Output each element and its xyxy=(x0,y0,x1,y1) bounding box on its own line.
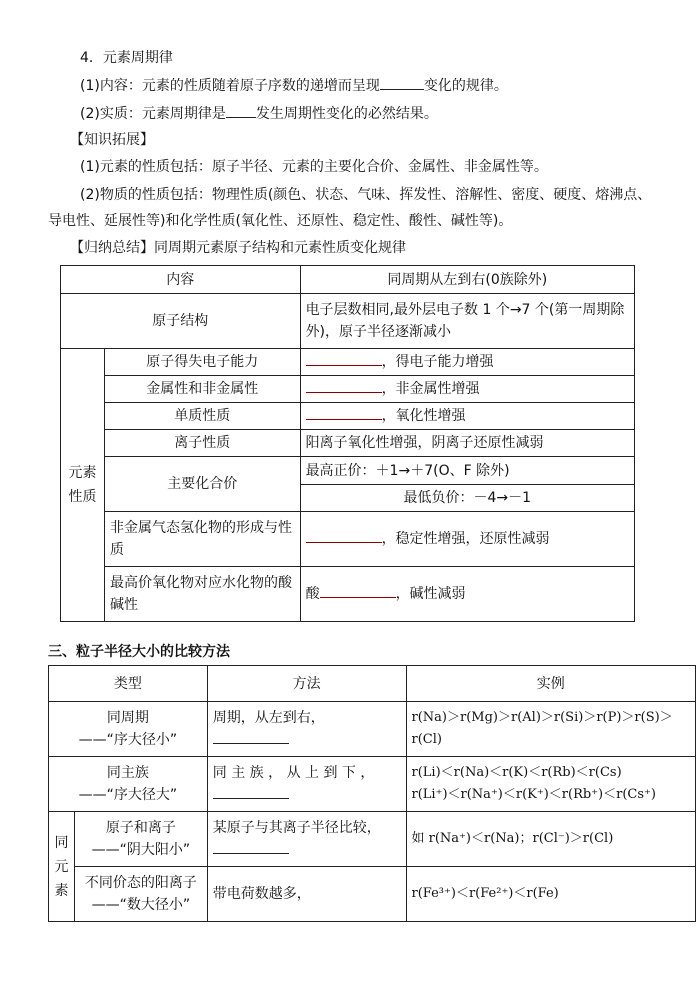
row-label: 离子性质 xyxy=(104,430,300,457)
row-value-text: ，得电子能力增强 xyxy=(381,354,494,370)
oxide-value-pre: 酸 xyxy=(305,586,320,602)
row-label: 金属性和非金属性 xyxy=(104,376,300,403)
element-property-label-1: 元素 xyxy=(68,465,97,481)
answer-blank xyxy=(320,583,396,598)
same-element-label-2: 元 xyxy=(54,858,69,875)
atom-ion-type-1: 原子和离子 xyxy=(105,820,176,836)
periodic-trend-table xyxy=(60,265,635,622)
atomic-structure-line-1: 电子层数相同,最外层电子数 1 个→7 个(第一周期除 xyxy=(305,302,625,318)
summary-title: 【归纳总结】同周期元素原子结构和元素性质变化规律 xyxy=(70,240,406,256)
element-property-label xyxy=(61,349,105,622)
content-post: 变化的规律。 xyxy=(423,78,508,94)
row-value xyxy=(300,349,634,376)
row-value-text: ，非金属性增强 xyxy=(381,381,480,397)
header-method: 方法 xyxy=(207,666,406,702)
row-value-text: 阳离子氧化性增强，阴离子还原性减弱 xyxy=(300,430,634,457)
valence-label: 主要化合价 xyxy=(104,457,300,512)
answer-blank xyxy=(213,839,289,854)
answer-blank xyxy=(306,351,382,366)
section3-title: 三、粒子半径大小的比较方法 xyxy=(48,644,230,660)
same-group-example-1: r(Li)＜r(Na)＜r(K)＜r(Rb)＜r(Cs) xyxy=(411,765,622,780)
same-element-label-3: 素 xyxy=(54,882,69,899)
same-period-example: r(Na)＞r(Mg)＞r(Al)＞r(Si)＞r(P)＞r(S)＞r(Cl) xyxy=(406,702,695,757)
same-group-type xyxy=(49,757,208,812)
answer-blank xyxy=(306,528,382,543)
same-period-method xyxy=(207,702,406,757)
atom-ion-type xyxy=(74,812,207,867)
row-value xyxy=(300,376,634,403)
row-label: 原子得失电子能力 xyxy=(104,349,300,376)
essence-post: 发生周期性变化的必然结果。 xyxy=(255,106,438,122)
valence-low: 最低负价：－4→－1 xyxy=(300,485,634,512)
row-value-text: ，氧化性增强 xyxy=(381,408,466,424)
same-period-method-text: 周期，从左到右， xyxy=(212,710,325,726)
blank-2 xyxy=(226,103,256,118)
same-period-type-1: 同周期 xyxy=(106,710,149,726)
same-period-type xyxy=(49,702,208,757)
blank-1 xyxy=(380,75,424,90)
header-type: 类型 xyxy=(49,666,208,702)
atom-ion-example: 如 r(Na⁺)＜r(Na)；r(Cl⁻)＞r(Cl) xyxy=(406,812,695,867)
atom-ion-method xyxy=(207,812,406,867)
knowledge-header: 【知识拓展】 xyxy=(70,132,154,148)
header-content: 内容 xyxy=(61,266,301,294)
hydride-value xyxy=(300,512,634,567)
cation-type-2: ——“数大径小” xyxy=(91,897,191,913)
hydride-value-text: ，稳定性增强，还原性减弱 xyxy=(381,531,550,547)
oxide-value-post: ，碱性减弱 xyxy=(395,586,466,602)
cation-method: 带电荷数越多， xyxy=(207,867,406,922)
content-line xyxy=(80,75,508,96)
knowledge-item-2-line-2: 导电性、延展性等)和化学性质(氧化性、还原性、稳定性、酸性、碱性等)。 xyxy=(48,213,513,229)
header-rule: 同周期从左到右(0族除外) xyxy=(300,266,634,294)
essence-line xyxy=(80,103,438,124)
essence-pre: (2)实质：元素周期律是 xyxy=(80,106,226,122)
content-pre: (1)内容：元素的性质随着原子序数的递增而呈现 xyxy=(80,78,380,94)
row-value xyxy=(300,403,634,430)
cation-type xyxy=(74,867,207,922)
valence-high: 最高正价：＋1→＋7(O、F 除外) xyxy=(300,457,634,485)
same-group-example xyxy=(406,757,695,812)
cation-example: r(Fe³⁺)＜r(Fe²⁺)＜r(Fe) xyxy=(406,867,695,922)
oxide-label xyxy=(104,567,300,622)
atomic-structure-line-2: 外)，原子半径逐渐减小 xyxy=(305,324,452,340)
oxide-label-1: 最高价氧化物对应水化物的酸 xyxy=(109,575,292,591)
same-group-type-1: 同主族 xyxy=(106,765,149,781)
same-period-type-2: ——“序大径小” xyxy=(78,732,178,748)
header-example: 实例 xyxy=(406,666,695,702)
answer-blank xyxy=(213,784,289,799)
same-group-example-2: r(Li⁺)＜r(Na⁺)＜r(K⁺)＜r(Rb⁺)＜r(Cs⁺) xyxy=(411,787,656,802)
oxide-label-2: 碱性 xyxy=(109,597,138,613)
knowledge-item-1: (1)元素的性质包括：原子半径、元素的主要化合价、金属性、非金属性等。 xyxy=(80,159,548,175)
knowledge-item-2-line-1: (2)物质的性质包括：物理性质(颜色、状态、气味、挥发性、溶解性、密度、硬度、熔沸点、 xyxy=(80,187,652,203)
answer-blank xyxy=(213,729,289,744)
atomic-structure-label: 原子结构 xyxy=(61,294,301,349)
hydride-label-2: 质 xyxy=(109,542,124,558)
atomic-structure-value xyxy=(300,294,634,349)
cation-type-1: 不同价态的阳离子 xyxy=(84,875,197,891)
element-property-label-2: 性质 xyxy=(68,489,97,505)
same-group-type-2: ——“序大径大” xyxy=(78,787,178,803)
radius-comparison-table xyxy=(48,665,696,922)
same-element-label xyxy=(49,812,75,922)
same-group-method xyxy=(207,757,406,812)
section-title: 4．元素周期律 xyxy=(80,50,173,66)
atom-ion-type-2: ——“阴大阳小” xyxy=(91,842,191,858)
same-element-label-1: 同 xyxy=(54,834,69,851)
atom-ion-method-text: 某原子与其离子半径比较， xyxy=(212,820,381,836)
oxide-value xyxy=(300,567,634,622)
same-group-method-text: 同 主 族 ， 从 上 到 下 ， xyxy=(212,765,375,781)
hydride-label xyxy=(104,512,300,567)
hydride-label-1: 非金属气态氢化物的形成与性 xyxy=(109,520,292,536)
answer-blank xyxy=(306,378,382,393)
row-label: 单质性质 xyxy=(104,403,300,430)
answer-blank xyxy=(306,405,382,420)
